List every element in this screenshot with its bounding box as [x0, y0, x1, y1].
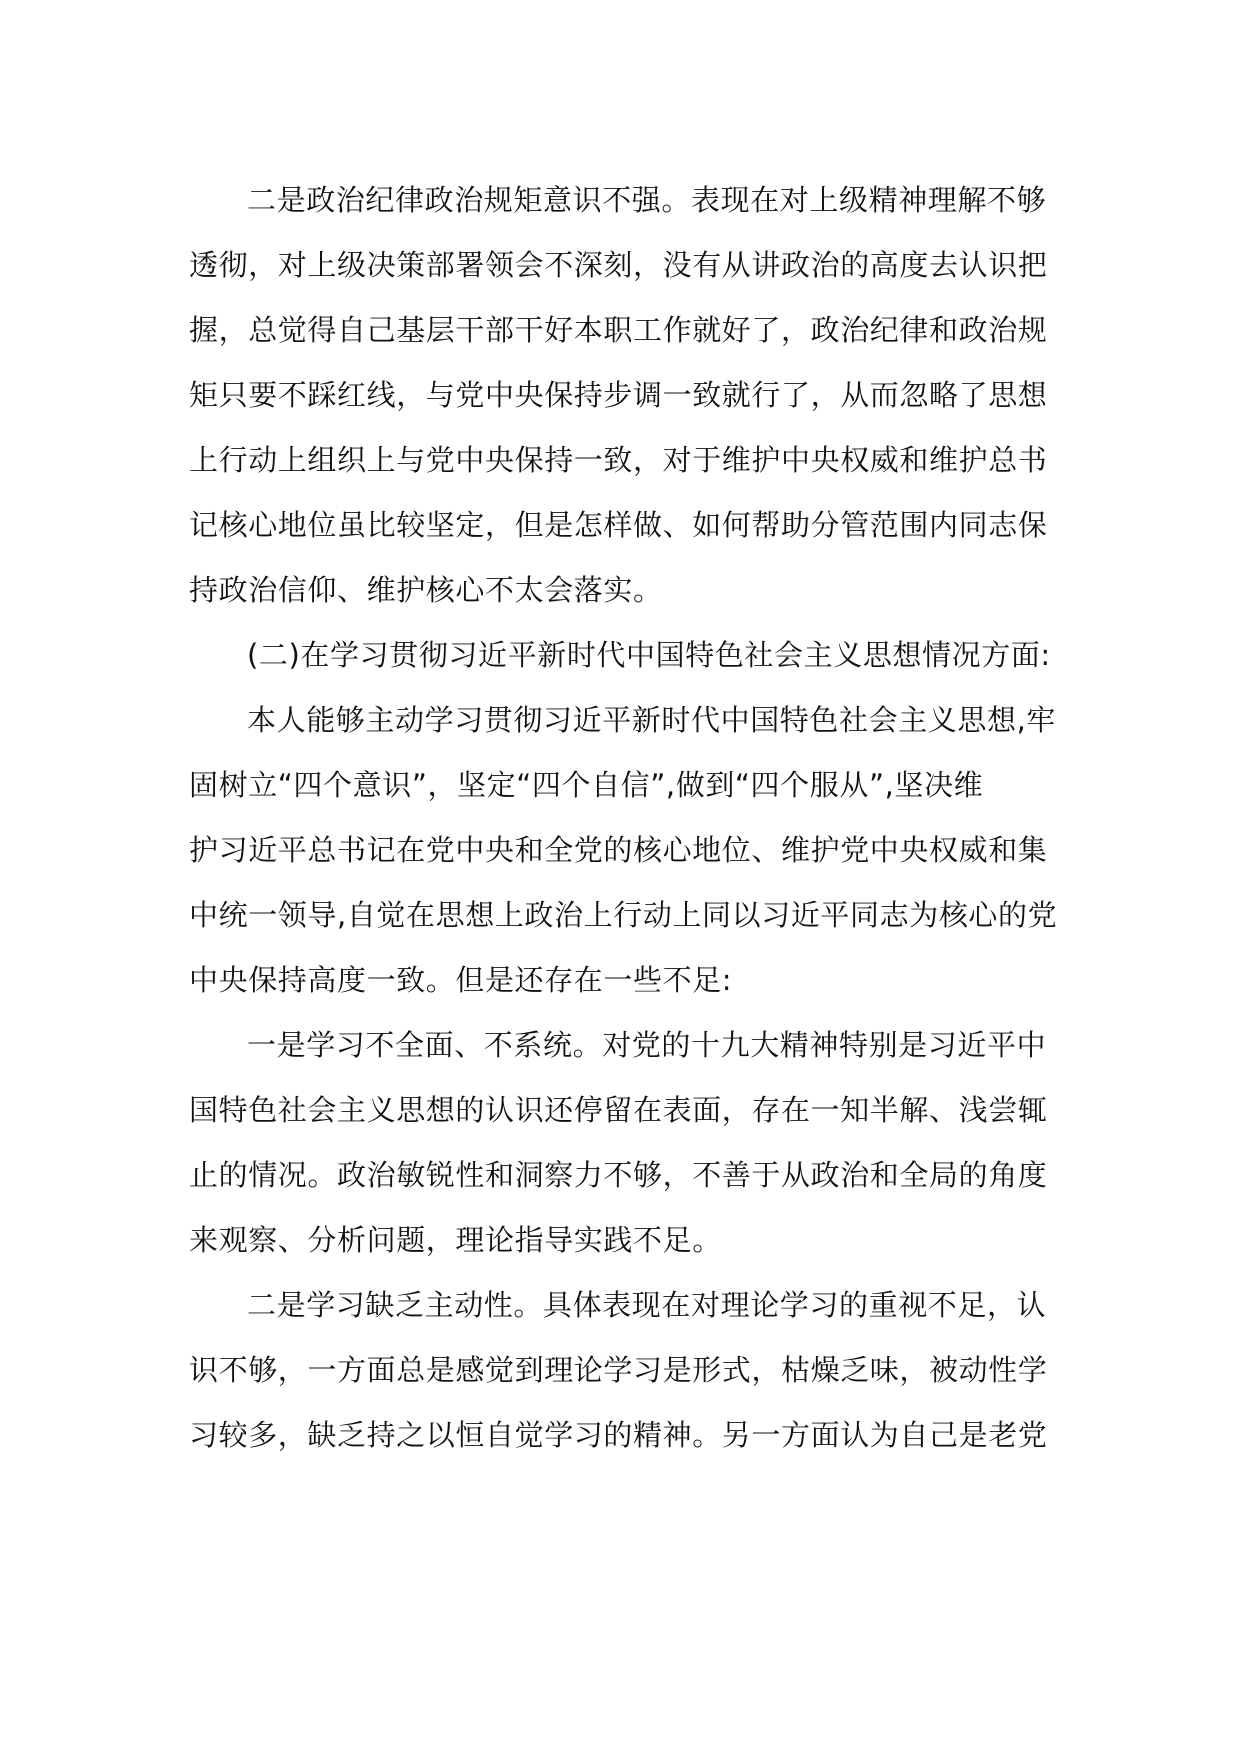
text-line: 止的情况。政治敏锐性和洞察力不够，不善于从政治和全局的角度: [189, 1158, 1048, 1192]
text-line: 一是学习不全面、不系统。对党的十九大精神特别是习近平中: [247, 1028, 1047, 1062]
text-line: 识不够，一方面总是感觉到理论学习是形式，枯燥乏味，被动性学: [189, 1353, 1048, 1387]
section-heading: (二)在学习贯彻习近平新时代中国特色社会主义思想情况方面:: [247, 638, 1051, 672]
text-line: 来观察、分析问题，理论指导实践不足。: [189, 1223, 722, 1257]
text-line: 握，总觉得自己基层干部干好本职工作就好了，政治纪律和政治规: [189, 313, 1048, 347]
text-line: 持政治信仰、维护核心不太会落实。: [189, 573, 663, 607]
text-line: 国特色社会主义思想的认识还停留在表面，存在一知半解、浅尝辄: [189, 1093, 1048, 1127]
text-line: 记核心地位虽比较坚定，但是怎样做、如何帮助分管范围内同志保: [189, 508, 1048, 542]
text-line: 二是学习缺乏主动性。具体表现在对理论学习的重视不足，认: [247, 1288, 1047, 1322]
text-line: 习较多，缺乏持之以恒自觉学习的精神。另一方面认为自己是老党: [189, 1418, 1048, 1452]
text-line: 透彻，对上级决策部署领会不深刻，没有从讲政治的高度去认识把: [189, 248, 1048, 282]
text-line: 二是政治纪律政治规矩意识不强。表现在对上级精神理解不够: [247, 183, 1047, 217]
text-line: 护习近平总书记在党中央和全党的核心地位、维护党中央权威和集: [189, 833, 1048, 867]
text-line: 矩只要不踩红线，与党中央保持步调一致就行了，从而忽略了思想: [189, 378, 1048, 412]
text-line: 中央保持高度一致。但是还存在一些不足:: [189, 963, 733, 997]
text-line: 中统一领导,自觉在思想上政治上行动上同以习近平同志为核心的党: [189, 898, 1058, 932]
document-body: [189, 168, 1069, 1468]
text-line: 本人能够主动学习贯彻习近平新时代中国特色社会主义思想,牢: [247, 703, 1057, 737]
text-line: 固树立“四个意识”，坚定“四个自信”,做到“四个服从”,坚决维: [189, 768, 984, 802]
text-line: 上行动上组织上与党中央保持一致，对于维护中央权威和维护总书: [189, 443, 1048, 477]
